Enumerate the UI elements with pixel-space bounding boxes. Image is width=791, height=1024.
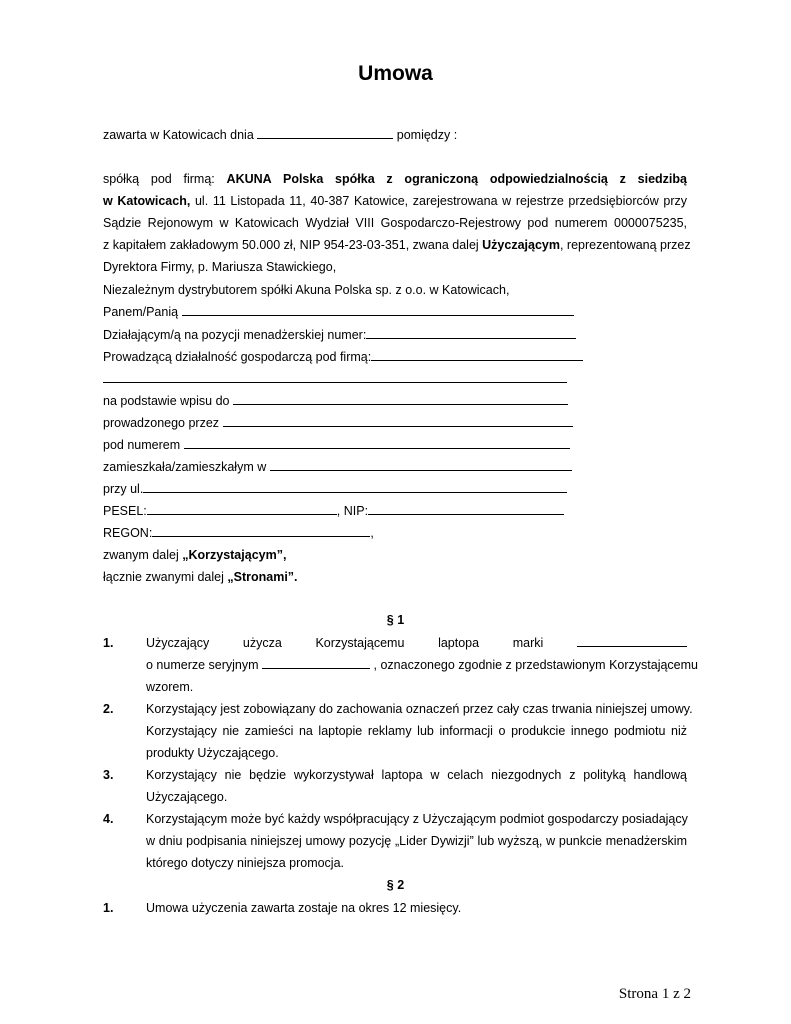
brand-blank — [577, 632, 687, 647]
company-address: ul. 11 Listopada 11, 40-387 Katowice, zarejestrowana w rejestrze przedsiębiorców przy — [194, 194, 688, 208]
lender-term: Użyczającym — [482, 238, 560, 252]
name-blank — [182, 301, 574, 316]
s1-item-1-line-2 — [146, 654, 698, 676]
registry-blank — [233, 390, 568, 405]
company-name: AKUNA Polska spółka z ograniczoną odpowiedzialnością z siedzibą — [226, 172, 687, 186]
intro-prefix: zawarta w Katowicach dnia — [103, 128, 254, 142]
number-blank — [184, 434, 570, 449]
kept-by-field-line — [103, 412, 687, 434]
distributor-line: Niezależnym dystrybutorem spółki Akuna Polska sp. z o.o. w Katowicach, — [103, 283, 510, 297]
residence-label: zamieszkała/zamieszkałym w — [103, 460, 267, 474]
regon-blank — [152, 522, 370, 537]
regon-label: REGON: — [103, 526, 153, 540]
pesel-nip-line — [103, 500, 687, 522]
s1-item-2-line-3: produkty Użyczającego. — [146, 746, 279, 760]
business-blank-2 — [103, 368, 567, 383]
s1-item-4-line-2: w dniu podpisania niniejszej umowy pozycję „Lider Dywizji” lub wyższą, w punkcie menadżerskim — [146, 834, 687, 848]
s1-item-1-text: , oznaczonego zgodnie z przedstawionym Korzystającemu — [373, 658, 698, 672]
s1-item-1-word: Użyczający — [146, 636, 210, 650]
party1-line-2 — [103, 190, 687, 212]
s1-item-1-text: o numerze seryjnym — [146, 658, 259, 672]
party1-text: spółką pod firmą: — [103, 172, 215, 186]
kept-by-blank — [223, 412, 573, 427]
s1-item-1-word: użycza — [242, 636, 282, 650]
nip-label: , NIP: — [336, 504, 369, 518]
pesel-blank — [147, 500, 337, 515]
s1-item-3-number: 3. — [103, 768, 114, 782]
document-title: Umowa — [358, 62, 433, 85]
registry-label: na podstawie wpisu do — [103, 394, 230, 408]
s1-item-4-line-3: którego dotyczy niniejsza promocja. — [146, 856, 345, 870]
borrower-text: zwanym dalej — [103, 548, 179, 562]
s1-item-4-line-1: Korzystającym może być każdy współpracujący z Użyczającym podmiot gospodarczy posiadający — [146, 812, 688, 826]
serial-blank — [262, 654, 370, 669]
s1-item-3-line-2: Użyczającego. — [146, 790, 228, 804]
s1-item-1-word: laptopa — [438, 636, 480, 650]
business-blank — [371, 346, 583, 361]
party1-text: z kapitałem zakładowym 50.000 zł, NIP 954-23-03-351, zwana dalej — [103, 238, 479, 252]
business-field-continuation — [103, 368, 687, 390]
business-field-line — [103, 346, 687, 368]
street-label: przy ul. — [103, 482, 144, 496]
section-2-heading: § 2 — [386, 878, 405, 892]
s1-item-1-word: marki — [512, 636, 544, 650]
business-label: Prowadzącą działalność gospodarczą pod firmą: — [103, 350, 372, 364]
party1-line-1 — [103, 168, 687, 190]
name-field-line — [103, 301, 687, 323]
street-field-line — [103, 478, 687, 500]
s1-item-1-number: 1. — [103, 636, 114, 650]
s1-item-2-line-1: Korzystający jest zobowiązany do zachowania oznaczeń przez cały czas trwania niniejszej umowy. — [146, 702, 693, 716]
borrower-term: „Korzystającym”, — [182, 548, 287, 562]
s1-item-1-line-3: wzorem. — [146, 680, 194, 694]
company-seat: w Katowicach, — [103, 194, 191, 208]
pesel-label: PESEL: — [103, 504, 147, 518]
parties-text: łącznie zwanymi dalej — [103, 570, 224, 584]
party1-line-5: Dyrektora Firmy, p. Mariusza Stawickiego, — [103, 260, 337, 274]
manager-field-line — [103, 324, 687, 346]
borrower-definition — [103, 544, 687, 566]
manager-label: Działającym/ą na pozycji menadżerskiej numer: — [103, 328, 367, 342]
s1-item-1-line-1 — [146, 632, 687, 654]
party1-line-3: Sądzie Rejonowym w Katowicach Wydział VIII Gospodarczo-Rejestrowy pod numerem 0000075235, — [103, 216, 687, 230]
parties-term: „Stronami”. — [227, 570, 298, 584]
s1-item-2-number: 2. — [103, 702, 114, 716]
residence-field-line — [103, 456, 687, 478]
party1-text: , reprezentowaną przez — [559, 238, 691, 252]
date-blank — [257, 124, 393, 139]
residence-blank — [270, 456, 572, 471]
intro-suffix: pomiędzy : — [396, 128, 458, 142]
s1-item-3-line-1: Korzystający nie będzie wykorzystywał laptopa w celach niezgodnych z polityką handlową — [146, 768, 687, 782]
street-blank — [143, 478, 567, 493]
intro-line — [103, 124, 687, 146]
parties-definition — [103, 566, 687, 588]
s2-item-1-line-1: Umowa użyczenia zawarta zostaje na okres 12 miesięcy. — [146, 901, 462, 915]
number-label: pod numerem — [103, 438, 181, 452]
nip-blank — [368, 500, 564, 515]
number-field-line — [103, 434, 687, 456]
section-1-heading: § 1 — [386, 613, 405, 627]
s1-item-2-line-2: Korzystający nie zamieści na laptopie reklamy lub informacji o produkcie innego podmiotu niż — [146, 724, 687, 738]
s1-item-1-word: Korzystającemu — [315, 636, 405, 650]
party1-line-4 — [103, 234, 691, 256]
kept-by-label: prowadzonego przez — [103, 416, 220, 430]
manager-blank — [366, 324, 576, 339]
name-label: Panem/Panią — [103, 305, 179, 319]
s1-item-4-number: 4. — [103, 812, 114, 826]
regon-line — [103, 522, 687, 544]
page-number: Strona 1 z 2 — [618, 986, 691, 1002]
s2-item-1-number: 1. — [103, 901, 114, 915]
regon-suffix: , — [370, 526, 374, 540]
registry-field-line — [103, 390, 687, 412]
